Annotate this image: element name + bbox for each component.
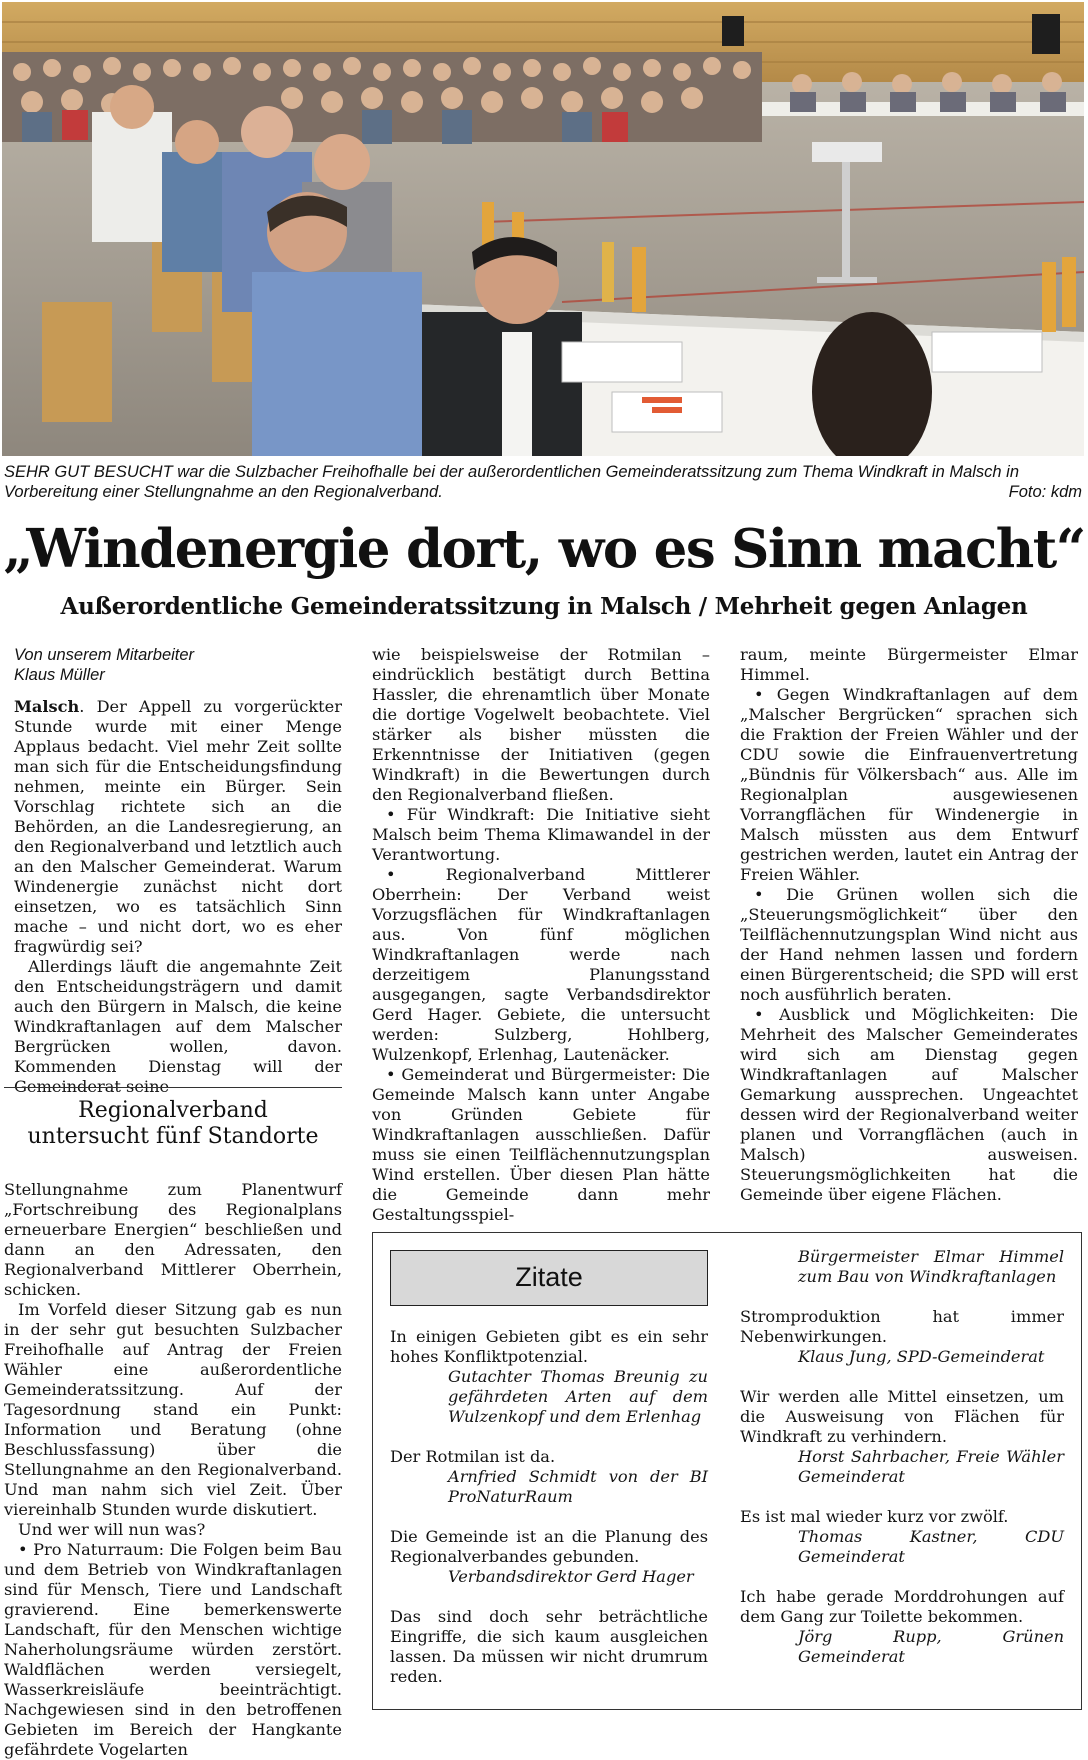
paragraph: Stellungnahme zum Planentwurf „Fortschreibung des Regionalplans erneuerbare Energien“ beschließen und dann an den Adressaten, den Regionalverband Mittlerer Oberrhein, schicken.: [4, 1180, 342, 1299]
section-heading-line-2: untersucht fünf Standorte: [27, 1124, 319, 1149]
article-column-1-bottom: [4, 1180, 342, 1760]
quote-author: Horst Sahrbacher, Freie Wähler Gemeinderat: [798, 1447, 1064, 1486]
paragraph: • Pro Naturraum: Die Folgen beim Bau und dem Betrieb von Windkraftanlagen sind für Mensch, Tiere und Landschaft gravierend. Eine bemerkenswerte Landschaft, für den Menschen wichtige Naherholungsräume würden zerstört. Waldflächen werden versiegelt, Wasserkreisläufe beeinträchtigt. Nachgewiesen sind in den betroffenen Gebieten im Bereich der Hangkante gefährdete Vogelarten: [4, 1540, 342, 1759]
paragraph: wie beispielsweise der Rotmilan – eindrücklich bestätigt durch Bettina Hassler, die ehrenamtlich über Monate die dortige Vogelwelt beobachtete. Viel stärker als bisher müssten die Erkenntnisse der Initiativen (gegen Windkraft) in die Bewertungen durch den Regionalverband fließen.: [372, 645, 710, 804]
paragraph: Allerdings läuft die angemahnte Zeit den Entscheidungsträgern und damit auch den Bürgern in Malsch, die keine Windkraftanlagen auf dem Malscher Bergrücken wollen, davon. Kommenden Dienstag will der Gemeinderat seine: [14, 957, 342, 1096]
quotes-left-column: [390, 1327, 708, 1687]
quotes-box: [372, 1232, 1082, 1710]
meeting-hall-illustration: [2, 2, 1084, 456]
quote-text: Das sind doch sehr beträchtliche Eingriffe, die sich kaum ausgleichen lassen. Da müssen wir nicht drumrum reden.: [390, 1607, 708, 1686]
quotes-right-column: [740, 1247, 1064, 1687]
quote-text: Es ist mal wieder kurz vor zwölf.: [740, 1507, 1009, 1526]
paragraph: • Regionalverband Mittlerer Oberrhein: Der Verband weist Vorzugsflächen für Windkraftanlagen aus. Von fünf möglichen Windkraftanlagen werde nach derzeitigem Planungsstand ausgegangen, sagte Verbandsdirektor Gerd Hager. Gebiete, die untersucht werden: Sulzberg, Hohlberg, Wulzenkopf, Erlenhag, Lautenäcker.: [372, 865, 710, 1064]
quote-author: Klaus Jung, SPD-Gemeinderat: [798, 1347, 1045, 1366]
photo-credit: Foto: kdm: [1008, 483, 1082, 501]
section-heading: [4, 1087, 342, 1150]
quote-text: Ich habe gerade Morddrohungen auf dem Gang zur Toilette bekommen.: [740, 1587, 1064, 1626]
paragraph: [14, 697, 342, 957]
dateline: Malsch: [14, 697, 80, 716]
subheadline: Außerordentliche Gemeinderatssitzung in Malsch / Mehrheit gegen Anlagen: [60, 593, 1028, 620]
quote-text: Stromproduktion hat immer Nebenwirkungen.: [740, 1307, 1064, 1346]
article-column-3: [740, 645, 1078, 1205]
headline: „Windenergie dort, wo es Sinn macht“: [3, 518, 1085, 580]
quote-text: Der Rotmilan ist da.: [390, 1447, 556, 1466]
quote-text: Die Gemeinde ist an die Planung des Regionalverbandes gebunden.: [390, 1527, 708, 1566]
quotes-label: Zitate: [390, 1250, 708, 1306]
caption-text: war die Sulzbacher Freihofhalle bei der außerordentlichen Gemeinderatssitzung zum Thema Windkraft in Malsch in Vorbereitung einer Stellungnahme an den Regionalverband.: [4, 463, 1020, 501]
paragraph: • Die Grünen wollen sich die „Steuerungsmöglichkeit“ über den Teilflächennutzungsplan Wind nicht aus der Hand nehmen lassen und fordern einen Bürgerentscheid; die SPD will erst noch ausführlich beraten.: [740, 885, 1078, 1004]
quote-author: Verbandsdirektor Gerd Hager: [448, 1567, 694, 1586]
paragraph: • Für Windkraft: Die Initiative sieht Malsch beim Thema Klimawandel in der Verantwortung.: [372, 805, 710, 864]
quote-author: Jörg Rupp, Grünen Gemeinderat: [798, 1627, 1064, 1666]
byline-author: Klaus Müller: [14, 666, 105, 684]
paragraph: raum, meinte Bürgermeister Elmar Himmel.: [740, 645, 1078, 684]
article-column-1-top: [14, 645, 342, 1097]
article-column-2: [372, 645, 710, 1225]
meeting-photo: [2, 2, 1084, 456]
paragraph: Und wer will nun was?: [18, 1520, 206, 1539]
quote-author: Gutachter Thomas Breunig zu gefährdeten Arten auf dem Wulzenkopf und dem Erlenhag: [448, 1367, 708, 1426]
paragraph: • Gegen Windkraftanlagen auf dem „Malscher Bergrücken“ sprachen sich die Fraktion der Freien Wähler und der CDU sowie die Einfrauenvertretung „Bündnis für Völkersbach“ aus. Alle im Regionalplan ausgewiesenen Vorrangflächen für Windenergie in Malsch müssten aus dem Entwurf gestrichen werden, lautet ein Antrag der Freien Wähler.: [740, 685, 1078, 884]
caption-lead: SEHR GUT BESUCHT: [4, 463, 173, 481]
quote-text: Wir werden alle Mittel einsetzen, um die Ausweisung von Flächen für Windkraft zu verhindern.: [740, 1387, 1064, 1446]
byline: [14, 645, 342, 685]
paragraph-text: . Der Appell zu vorgerückter Stunde wurde mit einer Menge Applaus bedacht. Viel mehr Zeit sollte man sich für die Entscheidungsfindung nehmen, meinte ein Bürger. Sein Vorschlag richtete sich an die Behörden, an die Landesregierung, an den Regionalverband und letztlich auch an den Malscher Gemeinderat. Warum Windenergie zunächst nicht dort einsetzen, wo es tatsächlich Sinn mache – und nicht dort, wo es eher fragwürdig sei?: [14, 697, 342, 956]
quote-author: Bürgermeister Elmar Himmel zum Bau von Windkraftanlagen: [798, 1247, 1064, 1286]
paragraph: Im Vorfeld dieser Sitzung gab es nun in der sehr gut besuchten Sulzbacher Freihofhalle auf Antrag der Freien Wähler eine außerordentliche Gemeinderatssitzung. Auf der Tagesordnung stand ein Punkt: Information und Beratung (ohne Beschlussfassung) über die Stellungnahme an den Regionalverband. Und man nahm sich viel Zeit. Über viereinhalb Stunden wurde diskutiert.: [4, 1300, 342, 1519]
quote-author: Thomas Kastner, CDU Gemeinderat: [798, 1527, 1064, 1566]
photo-caption: [4, 462, 1082, 502]
paragraph: • Ausblick und Möglichkeiten: Die Mehrheit des Malscher Gemeinderates wird sich am Dienstag gegen Windkraftanlagen auf Malscher Gemarkung aussprechen. Ungeachtet dessen wird der Regionalverband weiter planen und Vorrangflächen (auch in Malsch) ausweisen. Steuerungsmöglichkeiten hat die Gemeinde über eigene Flächen.: [740, 1005, 1078, 1204]
section-heading-line-1: Regionalverband: [78, 1098, 268, 1123]
quote-author: Arnfried Schmidt von der BI ProNaturRaum: [448, 1467, 708, 1506]
paragraph: • Gemeinderat und Bürgermeister: Die Gemeinde Malsch kann unter Angabe von Gründen Gebiete für Windkraftanlagen ausschließen. Dafür muss sie einen Teilflächennutzungsplan Wind erstellen. Über diesen Plan hätte die Gemeinde dann mehr Gestaltungsspiel-: [372, 1065, 710, 1224]
byline-line-1: Von unserem Mitarbeiter: [14, 646, 195, 664]
quote-text: In einigen Gebieten gibt es ein sehr hohes Konfliktpotenzial.: [390, 1327, 708, 1366]
